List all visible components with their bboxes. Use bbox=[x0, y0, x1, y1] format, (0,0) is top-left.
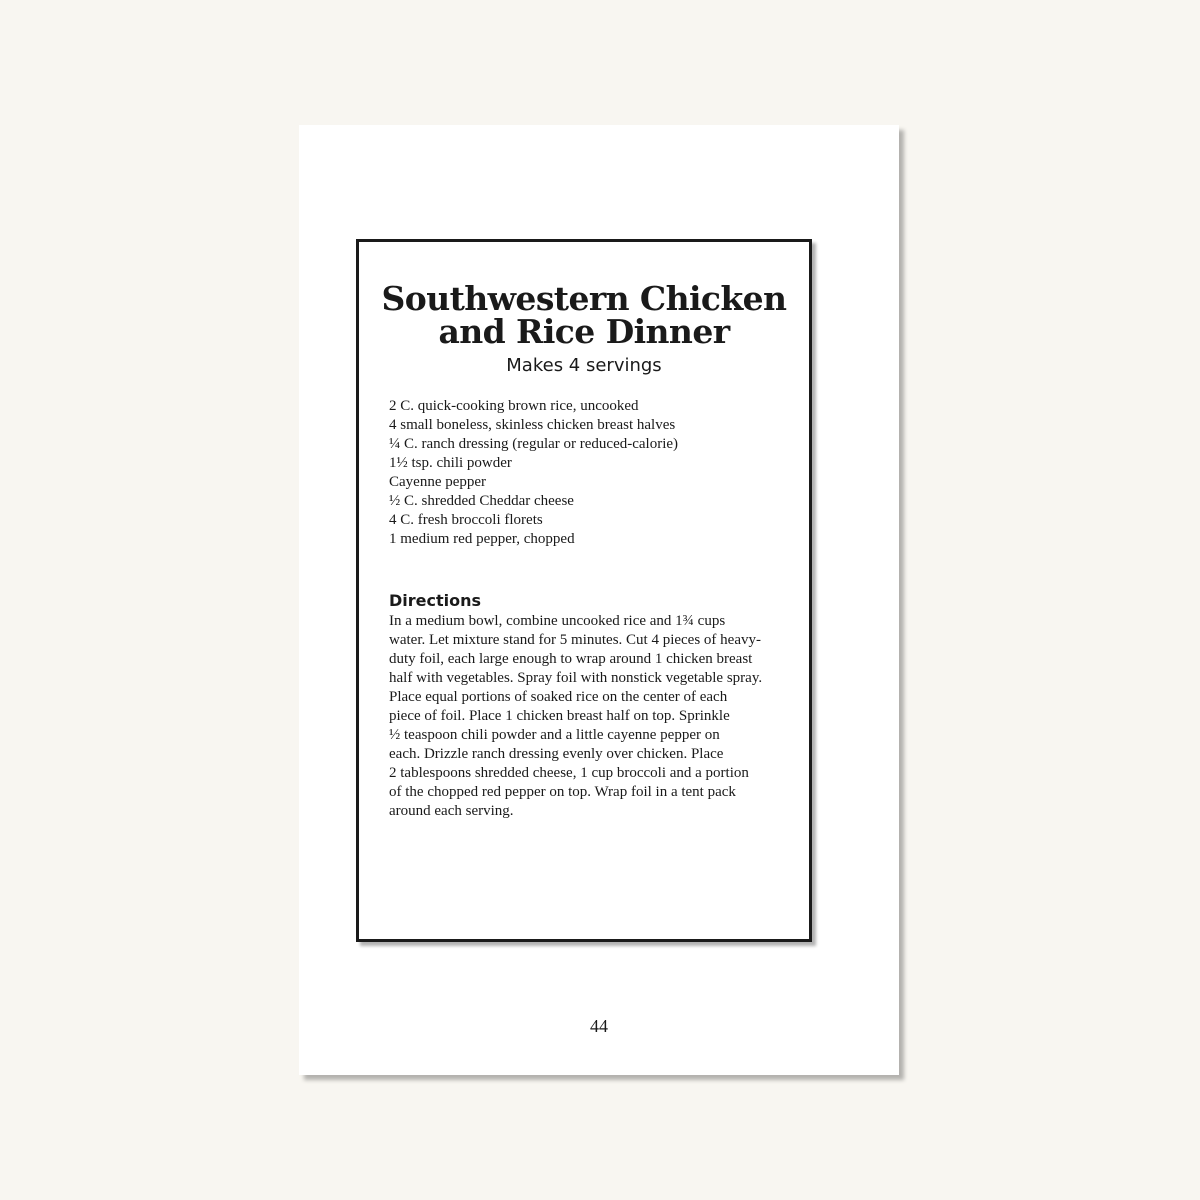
page-number: 44 bbox=[590, 1016, 608, 1036]
ingredient-item: 4 small boneless, skinless chicken breast halves bbox=[389, 417, 676, 433]
directions-line: Place equal portions of soaked rice on the center of each bbox=[389, 689, 728, 705]
recipe-title-line-1: Southwestern Chicken bbox=[381, 279, 787, 318]
recipe-title bbox=[359, 279, 809, 351]
ingredients-list bbox=[389, 397, 678, 549]
ingredient-item: 1½ tsp. chili powder bbox=[389, 455, 512, 471]
directions-line: ½ teaspoon chili powder and a little cayenne pepper on bbox=[389, 727, 720, 743]
directions-line: of the chopped red pepper on top. Wrap foil in a tent pack bbox=[389, 784, 736, 800]
directions-heading: Directions bbox=[389, 591, 482, 610]
directions-line: half with vegetables. Spray foil with nonstick vegetable spray. bbox=[389, 670, 763, 686]
directions-line: each. Drizzle ranch dressing evenly over chicken. Place bbox=[389, 746, 724, 762]
ingredient-item: 4 C. fresh broccoli florets bbox=[389, 512, 543, 528]
directions-line: duty foil, each large enough to wrap around 1 chicken breast bbox=[389, 651, 753, 667]
ingredient-item: ¼ C. ranch dressing (regular or reduced-calorie) bbox=[389, 436, 679, 452]
ingredient-item: 2 C. quick-cooking brown rice, uncooked bbox=[389, 398, 639, 414]
recipe-card bbox=[356, 239, 812, 942]
recipe-title-line-2: and Rice Dinner bbox=[438, 312, 730, 351]
ingredient-item: Cayenne pepper bbox=[389, 474, 487, 490]
directions-line: piece of foil. Place 1 chicken breast half on top. Sprinkle bbox=[389, 708, 730, 724]
directions-text bbox=[389, 612, 789, 821]
servings-label: Makes 4 servings bbox=[506, 355, 662, 376]
directions-line: In a medium bowl, combine uncooked rice and 1¾ cups bbox=[389, 613, 726, 629]
directions-line: 2 tablespoons shredded cheese, 1 cup broccoli and a portion bbox=[389, 765, 749, 781]
book-page bbox=[299, 125, 899, 1075]
directions-line: around each serving. bbox=[389, 803, 514, 819]
ingredient-item: ½ C. shredded Cheddar cheese bbox=[389, 493, 574, 509]
directions-line: water. Let mixture stand for 5 minutes. Cut 4 pieces of heavy- bbox=[389, 632, 761, 648]
ingredient-item: 1 medium red pepper, chopped bbox=[389, 531, 575, 547]
